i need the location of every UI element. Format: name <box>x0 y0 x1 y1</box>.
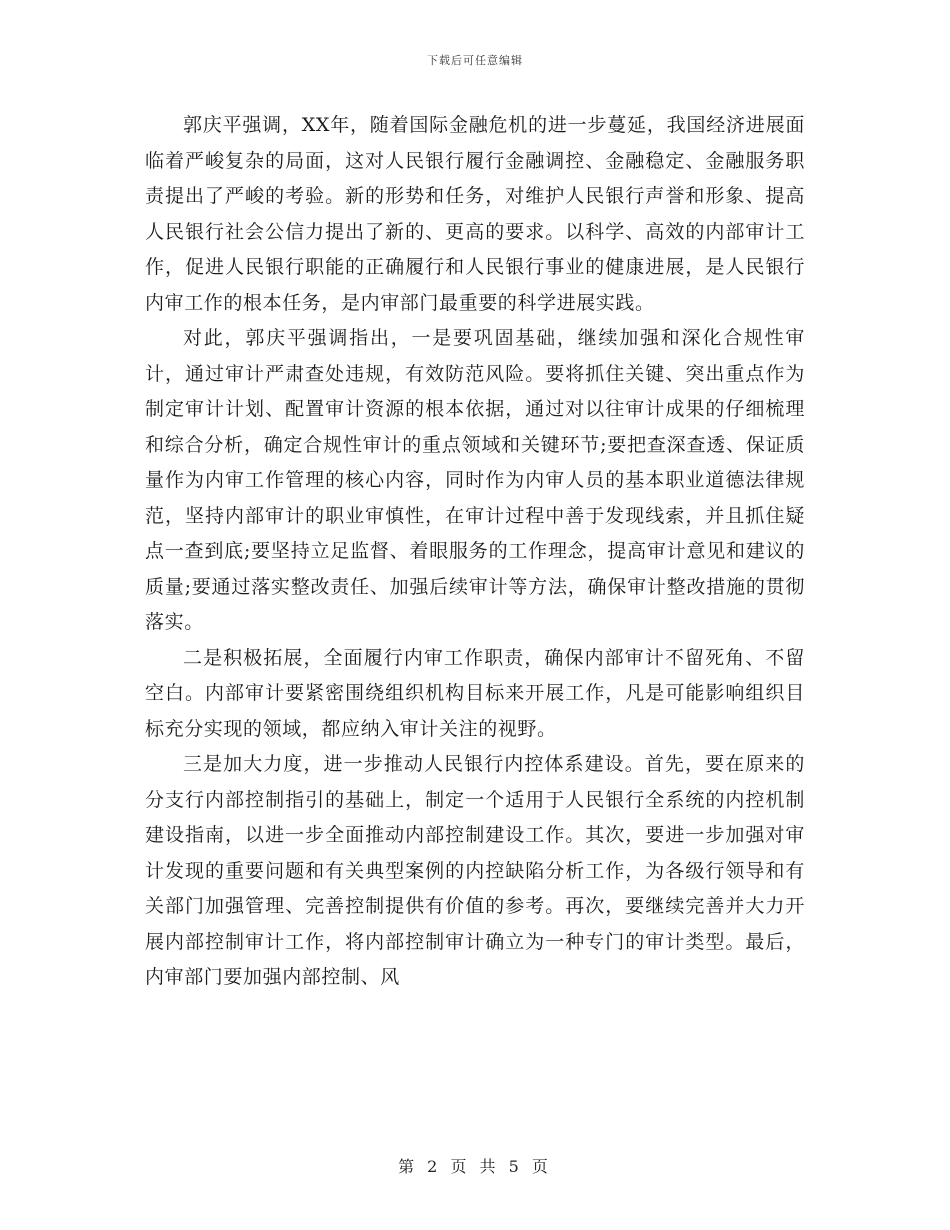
page-number: 第 2 页 共 5 页 <box>398 1157 552 1176</box>
document-body <box>145 108 805 996</box>
paragraph-2: 对此，郭庆平强调指出，一是要巩固基础，继续加强和深化合规性审计，通过审计严肃查处违规，有效防范风险。要将抓住关键、突出重点作为制定审计计划、配置审计资源的根本依据，通过对以往审计成果的仔细梳理和综合分析，确定合规性审计的重点领域和关键环节;要把查深查透、保证质量作为内审工作管理的核心内容，同时作为内审人员的基本职业道德法律规范，坚持内部审计的职业审慎性，在审计过程中善于发现线索，并且抓住疑点一查到底;要坚持立足监督、着眼服务的工作理念，提高审计意见和建议的质量;要通过落实整改责任、加强后续审计等方法，确保审计整改措施的贯彻落实。 <box>145 327 805 633</box>
paragraph-3: 二是积极拓展，全面履行内审工作职责，确保内部审计不留死角、不留空白。内部审计要紧密围绕组织机构目标来开展工作，凡是可能影响组织目标充分实现的领域，都应纳入审计关注的视野。 <box>145 646 805 740</box>
paragraph-4: 三是加大力度，进一步推动人民银行内控体系建设。首先，要在原来的分支行内部控制指引的基础上，制定一个适用于人民银行全系统的内控机制建设指南，以进一步全面推动内部控制建设工作。其次，要进一步加强对审计发现的重要问题和有关典型案例的内控缺陷分析工作，为各级行领导和有关部门加强管理、完善控制提供有价值的参考。再次，要继续完善并大力开展内部控制审计工作，将内部控制审计确立为一种专门的审计类型。最后，内审部门要加强内部控制、风 <box>145 753 805 988</box>
page-header: 下载后可任意编辑 <box>427 54 523 67</box>
paragraph-1: 郭庆平强调，XX年，随着国际金融危机的进一步蔓延，我国经济进展面临着严峻复杂的局面，这对人民银行履行金融调控、金融稳定、金融服务职责提出了严峻的考验。新的形势和任务，对维护人民银行声誉和形象、提高人民银行社会公信力提出了新的、更高的要求。以科学、高效的内部审计工作，促进人民银行职能的正确履行和人民银行事业的健康进展，是人民银行内审工作的根本任务，是内审部门最重要的科学进展实践。 <box>145 114 805 314</box>
